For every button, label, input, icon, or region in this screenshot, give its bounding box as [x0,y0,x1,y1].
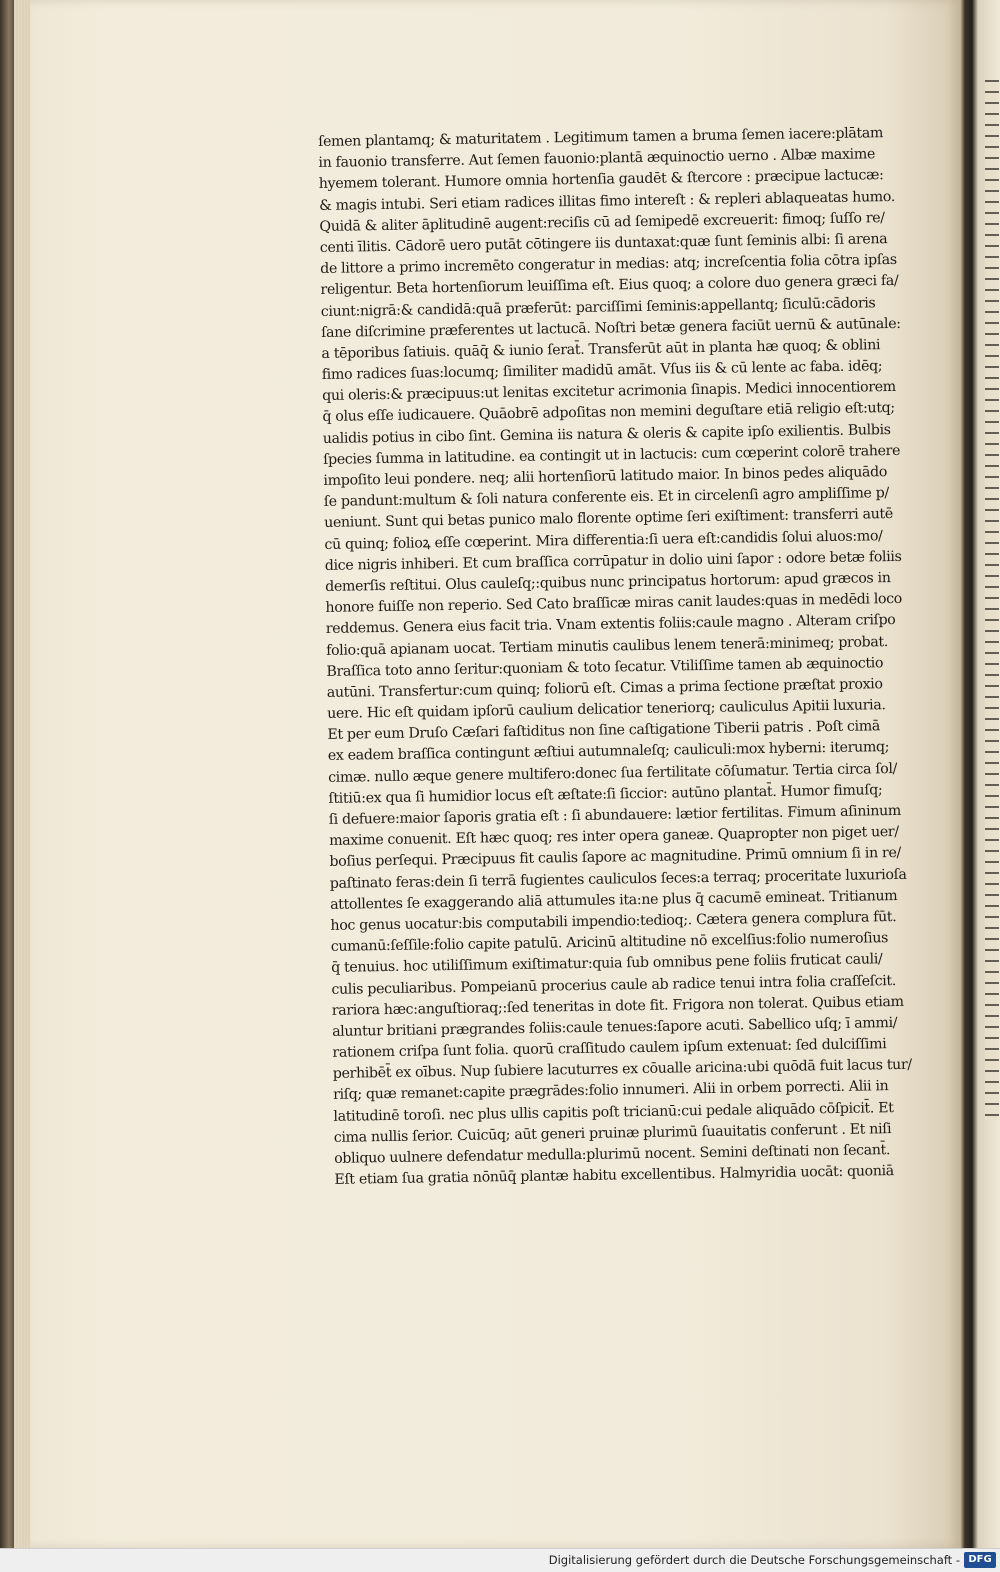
text-line: de littore a primo incremēto congeratur in medias: atq; increſcentia folia cōtra ipſas [320,252,897,278]
text-line: qui oleris:& præcipuus:ut lenitas excitetur acrimonia ſinapis. Medici innocentiorem [322,379,896,405]
text-line: hyemem tolerant. Humore omnia hortenſia gaudēt & ſtercore : præcipue lactucæ: [318,167,884,193]
text-line: boſius perſequi. Præcipuus fit caulis ſapore ac magnitudine. Primū omnium ſi in re/ [329,845,901,871]
text-line: hoc genus uocatur:bis computabili impendio:tedioq;. Cætera genera complura fūt. [330,908,897,934]
text-line: cima nullis ſerior. Cuicūq; aūt generi pruinæ plurimū ſuauitatis conferunt . Et niſi [333,1120,892,1146]
text-line: demerſis reſtitui. Olus cauleſq;:quibus nunc principatus hortorum: apud græcos in [325,570,891,595]
text-line: maxime conuenit. Eſt hæc quoq; res inter opera ganeæ. Quapropter non piget uer/ [329,824,899,850]
text-line: paſtinato feras:dein ſi terrā fugientes cauliculos ſeces:a terraq; proceritate luxurioſa [329,866,907,892]
footer-credit: Digitalisierung gefördert durch die Deutsche Forschungsgemeinschaft - [548,1553,960,1567]
text-line: reddemus. Genera eius facit tria. Vnam extentis foliis:caule magno . Alteram criſpo [325,612,896,638]
text-line: culis peculiaribus. Pompeianū procerius caule ab radice tenui intra folia craſſeſcit. [331,972,897,998]
text-line: ſpecies ſumma in latitudine. ea contingit ut in lactucis: cum cœperint colorē trahere [323,442,901,468]
text-line: cumanū:ſeſſile:folio capite patulū. Aricinū altitudine nō excelſius:folio numeroſius [330,930,889,956]
text-line: in fauonio transferre. Aut ſemen fauonio:plantā æquinoctio uerno . Albæ maxime [318,146,876,172]
text-line: ſtitiū:ex qua ſi humidior locus eſt æſtate:ſi ſiccior: autūno plantat̄. Humor fimuſq; [328,782,883,807]
text-line: honore fuiſſe non reperio. Sed Cato braſſicæ miras canit laudes:quas in medēdi loco [325,591,903,617]
text-line: ueniunt. Sunt qui betas punico malo florente optime ſeri exiſtiment: transferri autē [324,506,893,532]
text-line: ex eadem braſſica contingunt æſtiui autumnaleſq; cauliculi:mox hyberni: iterumq; [327,739,890,765]
text-line: perhibēt̄ ex oībus. Nup ſubiere lacuturres ex cōualle aricina:ubi quōdā fuit lacus tur/ [332,1057,912,1083]
text-line: ſemen plantamq; & maturitatem . Legitimum tamen a bruma ſemen iacere:plātam [318,125,884,150]
facing-page-text-strip [985,80,999,1120]
text-line: impoſito leui pondere. neq; alii hortenſiorū latitudo maior. In binos pedes aliquādo [323,464,888,489]
text-line: & magis intubi. Seri etiam radices illitas fimo intereſt : & repleri ablaqueatas humo. [319,188,896,214]
text-line: ciunt:nigrā:& candidā:quā præferūt: parciſſimi ſeminis:appellantq; ſiculū:cādoris [320,294,876,320]
text-line: riſq; quæ remanet:capite prægrādes:folio innumeri. Alii in orbem porrecti. Alii in [333,1078,889,1104]
text-line: Braſſica toto anno ſeritur:quoniam & toto ſecatur. Vtiliſſime tamen ab æquinoctio [326,654,884,680]
text-line: attollentes ſe exaggerando aliā attumules ita:ne plus q̄ cacumē emineat. Tritianum [330,887,898,913]
text-line: ſi defuere:maior ſaporis gratia eſt : ſi abundauere: lætior fertilitas. Fimum aſininum [328,802,902,828]
text-line: rationem criſpa ſunt folia. quorū craſſitudo caulem ipſum extenuat: ſed dulciſſimi [332,1036,887,1061]
text-line: religentur. Beta hortenſiorum leuiſſima eſt. Eius quoq; a colore duo genera græci fa/ [320,273,899,299]
text-line: aluntur britiani prægrandes foliis:caule tenues:ſapore acuti. Sabellico uſq; ī ammi/ [332,1014,898,1040]
text-line: fimo radices ſuas:locumq; ſimiliter madidū amāt. Vſus iis & cū lente ac faba. idēq; [321,358,883,384]
dfg-logo: DFG [964,1552,996,1568]
text-line: Et per eum Druſo Cæſari faſtiditus non ſine caſtigatione Tiberii patris . Poſt cimā [327,718,881,744]
text-line: folio:quā apianam uocat. Tertiam minutis caulibus lenem tenerā:minimeq; probat. [326,633,889,659]
text-line: q̄ olus eſſe iudicauere. Quāobrē adpoſitas non memini deguſtare etiā religio eſt:utq; [322,400,895,426]
text-line: autūni. Transfertur:cum quinq; foliorū eſt. Cimas a prima ſectione præſtat proxio [326,676,883,701]
text-line: ſe pandunt:multum & ſoli natura conferente eis. Et in circelenſi agro ampliſſime p/ [323,485,889,511]
text-block [318,122,955,1191]
text-line: latitudinē toroſi. nec plus ullis capitis poſt tricianū:cui pedale aliquādo cōſpicit̄. Et [333,1099,894,1125]
text-line: centi īlitis. Cādorē uero putāt cōtingere iis duntaxat:quæ ſunt ſeminis albi: ſi arena [319,231,888,256]
text-line: a tēporibus ſatiuis. quāq̄ & iunio ſerat̄. Transferūt aūt in planta hæ quoq; & oblini [321,337,881,362]
text-line: obliquo uulnere defendatur medulla:plurimū nocent. Semini deſtinati non ſecant̄. [334,1142,891,1167]
text-line: ſane diſcrimine præferentes ut lactucā. Noſtri betæ genera faciūt uernū & autūnale: [321,315,901,341]
text-line: uere. Hic eſt quidam ipſorū caulium delicatior teneriorq; cauliculus Apitii luxuria. [327,697,886,722]
text-line: rariora hæc:anguſtioraq;:ſed teneritas in dote fit. Frigora non tolerat. Quibus etiam [331,993,904,1019]
text-line: cimæ. nullo æque genere multifero:donec ſua fertilitate cōſumatur. Tertia circa ſol/ [328,760,898,786]
text-line: cū quinq; folioꝝ eſſe cœperint. Mira differentia:ſi uera eſt:candidis ſolui aluos:mo/ [324,527,883,553]
text-line: Quidā & aliter āplitudinē augent:reciſis cū ad ſemipedē excreuerit: fimoq; ſuſſo re/ [319,209,885,235]
text-line: Eſt etiam ſua gratia nōnūq̄ plantæ habitu excellentibus. Halmyridia uocāt: quoniā [334,1163,894,1189]
text-line: ualidis potius in cibo ſint. Gemina iis natura & oleris & capite ipſo exilientis. Bulbis [322,421,891,447]
footer-bar [0,1548,1000,1572]
text-line: q̄ tenuius. hoc utiliſſimum exiſtimatur:quia ſub omnibus pene foliis fruticat cauli/ [331,951,883,977]
text-line: dice nigris inhiberi. Et cum braſſica corrūpatur in dolio uini ſapor : odore betæ foliis [324,548,902,574]
